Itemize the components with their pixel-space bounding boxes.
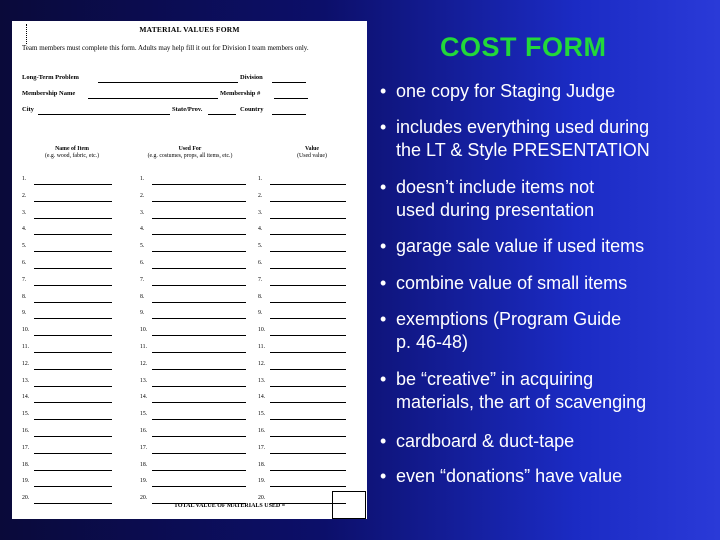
row-blank-line [270,436,346,437]
row-number: 2. [140,192,145,199]
bullet-text: doesn’t include items not used during presentation [396,177,595,220]
row-blank-line [270,386,346,387]
bullet-item [380,80,615,103]
column-header-used-main: Used For [178,146,202,152]
form-title: MATERIAL VALUES FORM [139,25,240,34]
row-blank-line [34,268,112,269]
material-values-form [12,21,367,519]
row-blank-line [270,285,346,286]
row-number: 6. [140,260,145,266]
row-number: 16. [22,428,30,434]
row-number: 3. [258,209,263,216]
row-blank-line [270,318,346,319]
state-field [172,106,202,113]
row-number: 4. [140,226,145,233]
row-number: 18. [22,461,30,468]
membership-num-field [220,90,260,97]
bullet-dot: • [380,117,387,137]
row-number: 14. [22,394,30,401]
row-number: 15. [140,411,148,418]
row-number: 17. [22,444,30,451]
row-blank-line [152,268,246,269]
total-value-label: TOTAL VALUE OF MATERIALS USED = [174,503,286,509]
row-number: 18. [140,461,148,468]
row-blank-line [34,201,112,202]
membership-name-line [88,98,218,99]
row-number: 9. [140,310,145,317]
problem-label: Long-Term Problem [22,74,79,81]
bullet-text: cardboard & duct-tape [396,431,575,451]
row-blank-line [152,486,246,487]
row-blank-line [270,486,346,487]
row-number: 1. [258,176,263,182]
row-blank-line [34,352,112,353]
row-number: 7. [258,276,263,283]
row-number: 5. [22,243,27,250]
row-blank-line [270,419,346,420]
row-blank-line [270,234,346,235]
row-number: 18. [258,461,266,468]
city-label: City [22,106,34,113]
row-number: 6. [22,260,27,266]
row-number: 8. [140,293,145,300]
division-label: Division [240,74,263,81]
row-blank-line [270,453,346,454]
row-blank-line [270,251,346,252]
row-number: 10. [258,327,266,334]
bullet-text: includes everything used during the LT & Style PRESENTATION [396,117,650,160]
column-header-item-sub: (e.g. wood, fabric, etc.) [44,153,100,159]
row-number: 14. [140,394,148,401]
row-number: 13. [140,377,148,384]
row-number: 17. [140,444,148,451]
row-blank-line [34,436,112,437]
bullet-text: one copy for Staging Judge [396,81,616,101]
bullet-text: exemptions (Program Guide p. 46-48) [396,309,622,352]
row-blank-line [152,470,246,471]
row-number: 9. [22,310,27,317]
bullet-dot: • [380,273,387,293]
row-number: 1. [22,176,27,182]
row-number: 15. [22,411,30,418]
state-line [208,114,236,115]
bullet-item [380,272,627,295]
country-field [240,106,263,113]
row-blank-line [34,318,112,319]
bullet-item [380,176,594,222]
column-header-item-main: Name of Item [55,146,89,152]
row-blank-line [34,402,112,403]
row-blank-line [152,184,246,185]
city-field [22,106,34,113]
bullet-dot: • [380,236,387,256]
row-blank-line [152,402,246,403]
row-number: 11. [140,344,148,350]
membership-num-line [274,98,308,99]
row-blank-line [34,453,112,454]
row-number: 20. [258,495,266,502]
row-number: 8. [22,293,27,300]
row-number: 15. [258,411,266,418]
row-blank-line [34,234,112,235]
country-label: Country [240,106,264,113]
division-field [240,74,263,81]
row-number: 20. [22,495,30,502]
division-line [272,82,306,83]
column-header-value-sub: (Used value) [297,153,327,159]
bullet-item [380,465,622,488]
row-number: 7. [140,276,145,283]
row-blank-line [34,251,112,252]
row-number: 19. [140,478,148,485]
row-blank-line [270,184,346,185]
row-number: 1. [140,176,145,182]
row-number: 11. [22,344,30,350]
bullet-item [380,235,644,258]
row-number: 17. [258,444,266,451]
country-line [272,114,306,115]
problem-line [98,82,238,83]
bullet-dot: • [380,466,387,486]
row-blank-line [152,285,246,286]
bullet-dot: • [380,177,387,197]
row-number: 10. [140,327,148,334]
row-number: 9. [258,310,263,317]
row-blank-line [152,218,246,219]
row-blank-line [152,201,246,202]
row-number: 20. [140,495,148,502]
row-blank-line [34,302,112,303]
row-number: 13. [22,377,30,384]
row-number: 12. [140,360,148,367]
row-blank-line [34,184,112,185]
row-blank-line [34,470,112,471]
row-blank-line [152,369,246,370]
column-header-item [22,146,122,160]
row-blank-line [152,318,246,319]
row-blank-line [152,234,246,235]
column-header-value [272,146,352,160]
bullet-dot: • [380,431,387,451]
column-header-used-sub: (e.g. costumes, props, all items, etc.) [147,153,233,159]
row-number: 4. [22,226,27,233]
bullet-item [380,308,621,354]
row-number: 3. [22,209,27,216]
row-number: 13. [258,377,266,384]
row-number: 7. [22,276,27,283]
column-header-value-main: Value [305,146,319,152]
bullet-text: be “creative” in acquiring materials, the art of scavenging [396,369,647,412]
row-number: 2. [258,192,263,199]
row-blank-line [152,251,246,252]
bullet-text: garage sale value if used items [396,236,645,256]
bullet-text: combine value of small items [396,273,628,293]
bullet-dot: • [380,369,387,389]
row-number: 16. [258,428,266,434]
row-blank-line [152,386,246,387]
row-number: 3. [140,209,145,216]
row-blank-line [152,302,246,303]
form-notice: Team members must complete this form. Adults may help fill it out for Division I team members only. [22,44,309,52]
row-blank-line [34,486,112,487]
city-line [38,114,170,115]
state-label: State/Prov. [172,106,203,113]
row-number: 4. [258,226,263,233]
problem-field [22,74,79,81]
row-blank-line [152,436,246,437]
row-blank-line [152,335,246,336]
row-number: 12. [258,360,266,367]
row-number: 2. [22,192,27,199]
bullet-dot: • [380,81,387,101]
row-blank-line [34,335,112,336]
row-blank-line [34,285,112,286]
column-header-used [130,146,250,160]
row-number: 12. [22,360,30,367]
row-blank-line [270,352,346,353]
bullet-text: even “donations” have value [396,466,623,486]
row-number: 6. [258,260,263,266]
row-number: 16. [140,428,148,434]
total-value-box [332,491,366,519]
row-blank-line [270,201,346,202]
membership-num-label: Membership # [220,90,261,97]
row-blank-line [270,218,346,219]
row-number: 5. [258,243,263,250]
bullet-item [380,368,646,414]
row-blank-line [152,419,246,420]
membership-name-label: Membership Name [22,90,76,97]
row-number: 11. [258,344,266,350]
row-blank-line [270,470,346,471]
row-blank-line [152,352,246,353]
bullet-item [380,116,650,162]
row-blank-line [34,369,112,370]
row-blank-line [34,218,112,219]
slide-title: COST FORM [440,32,607,62]
bullet-item [380,430,574,453]
row-blank-line [270,369,346,370]
membership-name-field [22,90,75,97]
row-number: 19. [22,478,30,485]
row-number: 10. [22,327,30,334]
row-number: 19. [258,478,266,485]
row-number: 5. [140,243,145,250]
row-blank-line [152,453,246,454]
row-blank-line [270,335,346,336]
row-blank-line [270,302,346,303]
bullet-dot: • [380,309,387,329]
row-number: 8. [258,293,263,300]
row-blank-line [34,419,112,420]
row-number: 14. [258,394,266,401]
row-blank-line [34,503,112,504]
row-blank-line [270,402,346,403]
row-blank-line [270,268,346,269]
row-blank-line [34,386,112,387]
